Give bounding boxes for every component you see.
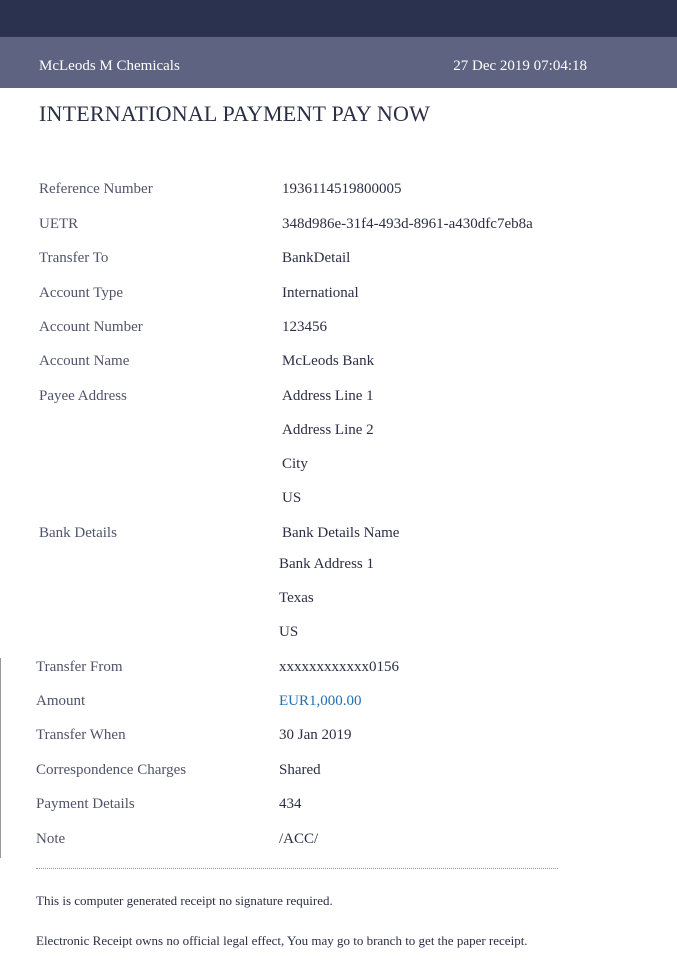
- bank-address-line: Bank Address 1: [279, 556, 374, 572]
- reference-number-label: Reference Number: [39, 181, 153, 197]
- company-name: McLeods M Chemicals: [39, 58, 180, 74]
- header-bar: [0, 37, 677, 88]
- reference-number-value: 1936114519800005: [282, 181, 402, 197]
- transfer-when-value: 30 Jan 2019: [279, 727, 352, 743]
- transfer-to-value: BankDetail: [282, 250, 351, 266]
- note-label: Note: [36, 831, 66, 847]
- correspondence-charges-value: Shared: [279, 762, 321, 778]
- amount-value: EUR1,000.00: [279, 693, 362, 709]
- transfer-from-label: Transfer From: [36, 659, 123, 675]
- bank-address-line: Texas: [279, 590, 314, 606]
- payee-address-line: City: [282, 456, 308, 472]
- correspondence-charges-label: Correspondence Charges: [36, 762, 187, 778]
- payment-details-value: 434: [279, 796, 302, 812]
- note-value: /ACC/: [279, 831, 319, 847]
- amount-label: Amount: [36, 693, 86, 709]
- top-bar: [0, 0, 677, 37]
- uetr-value: 348d986e-31f4-493d-8961-a430dfc7eb8a: [282, 216, 533, 232]
- payee-address-line: Address Line 1: [282, 388, 374, 404]
- bank-details-label: Bank Details: [39, 525, 117, 541]
- bank-details-name: Bank Details Name: [282, 525, 400, 541]
- account-number-value: 123456: [282, 319, 327, 335]
- transfer-when-label: Transfer When: [36, 727, 126, 743]
- footer-disclaimer: Electronic Receipt owns no official legal effect, You may go to branch to get the paper receipt.: [36, 933, 528, 948]
- payee-address-line: US: [282, 490, 302, 506]
- account-number-label: Account Number: [39, 319, 143, 335]
- transfer-to-label: Transfer To: [39, 250, 109, 266]
- payee-address-line: Address Line 2: [282, 422, 374, 438]
- footer-note: This is computer generated receipt no signature required.: [36, 893, 333, 908]
- transfer-from-value: xxxxxxxxxxxx0156: [279, 659, 399, 675]
- bank-address-line: US: [279, 624, 299, 640]
- account-name-label: Account Name: [39, 353, 130, 369]
- payee-address-label: Payee Address: [39, 388, 127, 404]
- page-title: INTERNATIONAL PAYMENT PAY NOW: [39, 101, 431, 126]
- header-datetime: 27 Dec 2019 07:04:18: [453, 58, 587, 74]
- account-type-value: International: [282, 285, 359, 301]
- section-left-border: [0, 658, 1, 858]
- payment-details-label: Payment Details: [36, 796, 135, 812]
- account-name-value: McLeods Bank: [282, 353, 375, 369]
- divider: [36, 868, 558, 869]
- account-type-label: Account Type: [39, 285, 124, 301]
- uetr-label: UETR: [39, 216, 79, 232]
